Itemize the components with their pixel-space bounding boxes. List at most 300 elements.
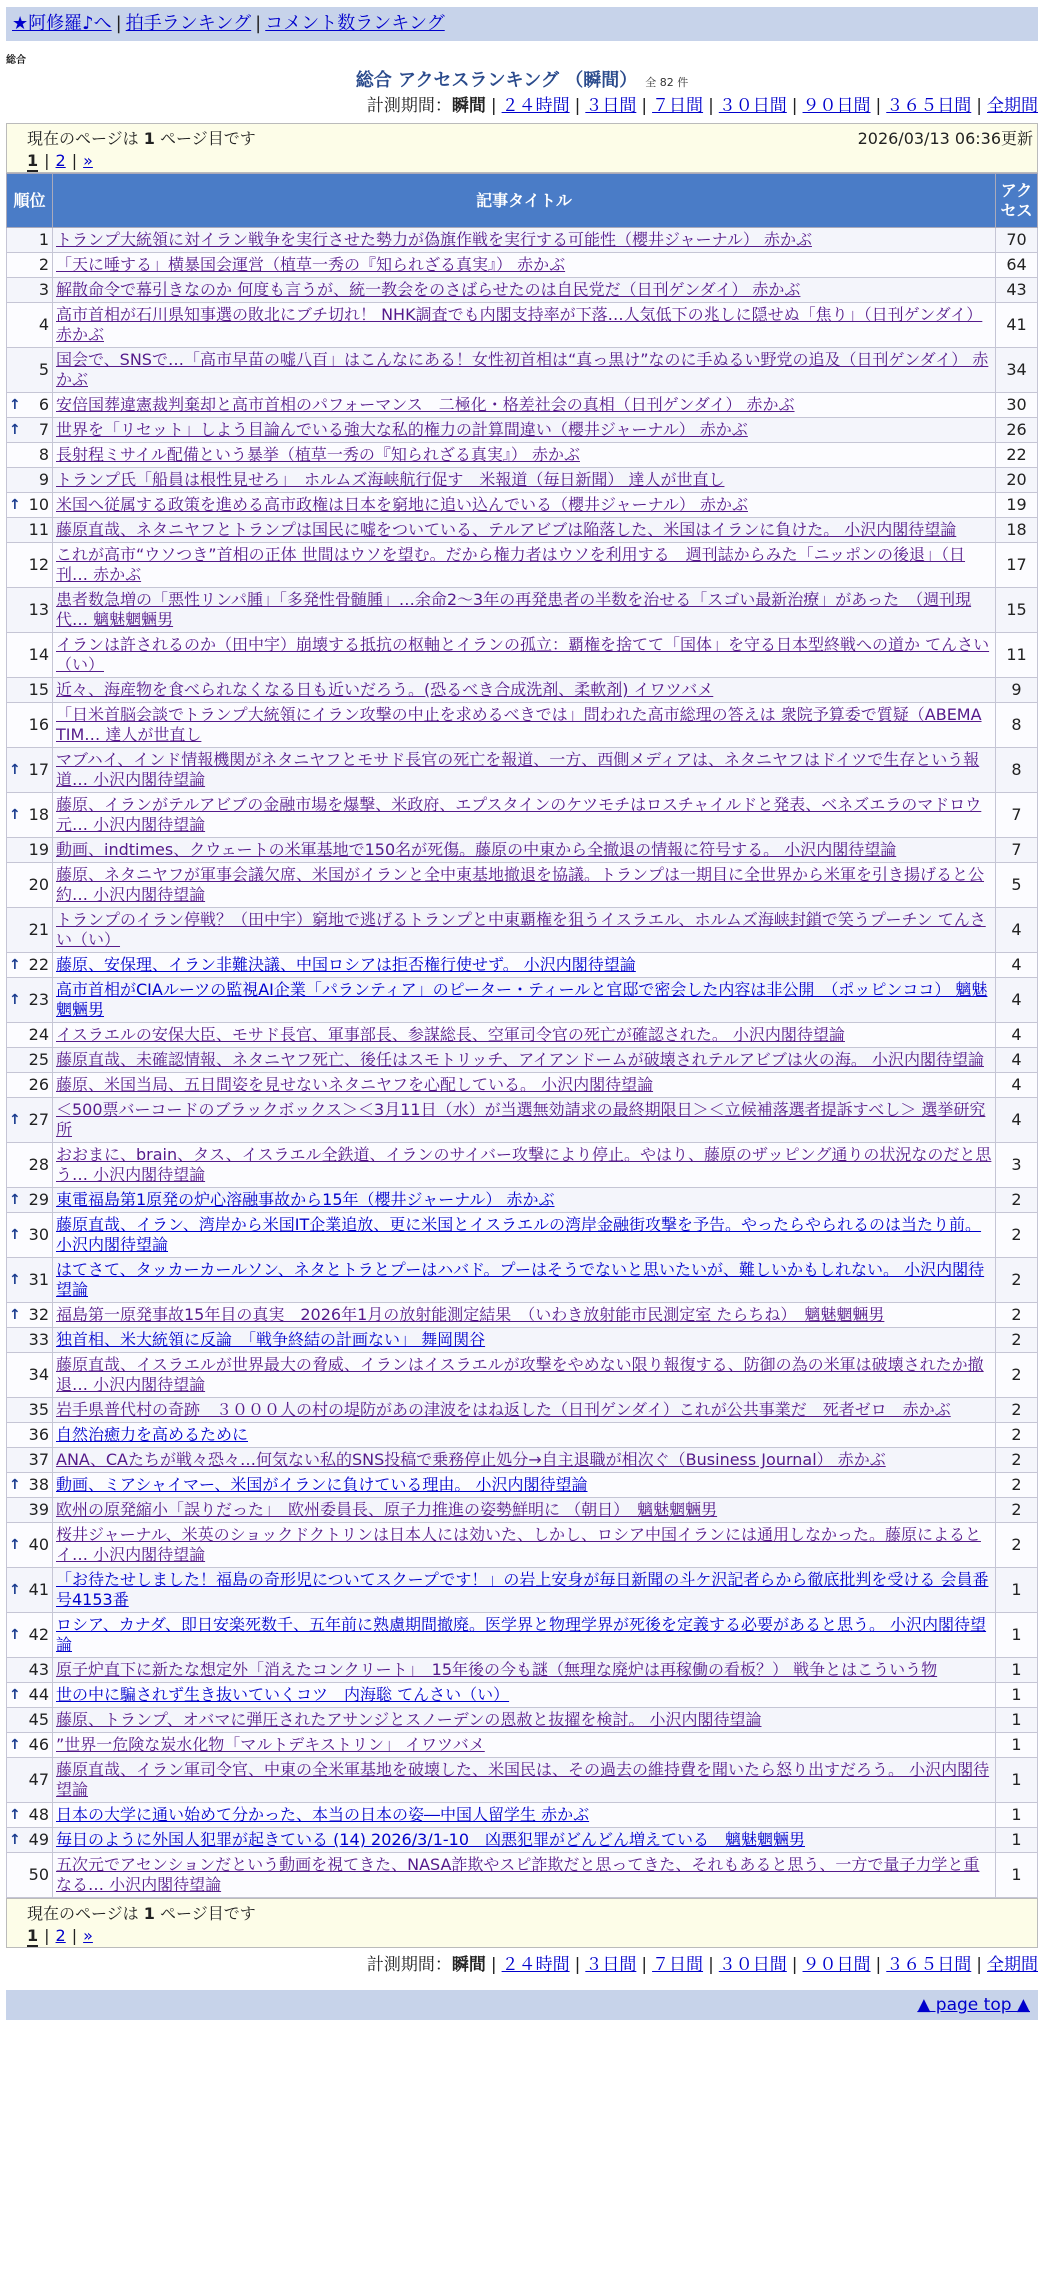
rank-up-arrow-icon: ↑ <box>9 1477 21 1493</box>
rank-cell <box>7 1398 53 1423</box>
article-title-link[interactable]: 世界を「リセット」しよう目論んでいる強大な私的権力の計算間違い（櫻井ジャーナル） 赤かぶ <box>56 420 748 439</box>
ranking-row <box>7 543 1038 588</box>
article-title-link[interactable]: 日本の大学に通い始めて分かった、本当の日本の姿―中国人留学生 赤かぶ <box>56 1805 590 1824</box>
rank-number: 31 <box>28 1270 49 1289</box>
rank-number: 27 <box>28 1110 49 1129</box>
rank-number: 1 <box>38 230 49 249</box>
rank-up-arrow-icon: ↑ <box>9 1582 21 1598</box>
pager-current-page: 1 <box>27 1926 39 1945</box>
rank-cell <box>7 393 53 418</box>
title-cell <box>53 1853 996 1898</box>
pager-next-link[interactable]: » <box>83 1926 93 1945</box>
ranking-row <box>7 1613 1038 1658</box>
pager-separator: | <box>44 1926 50 1945</box>
rank-up-arrow-icon: ↑ <box>9 1192 21 1208</box>
access-count: 22 <box>996 443 1038 468</box>
access-count: 2 <box>996 1448 1038 1473</box>
ranking-row <box>7 633 1038 678</box>
rank-cell <box>7 228 53 253</box>
ranking-row <box>7 1733 1038 1758</box>
rank-number: 35 <box>28 1400 49 1419</box>
article-title-link[interactable]: 患者数急増の「悪性リンパ腫」「多発性骨髄腫」…余命2～3年の再発患者の半数を治せる「スゴい最新治療」があった （週刊現代… 魑魅魍魎男 <box>56 590 972 629</box>
ranking-row <box>7 838 1038 863</box>
access-count: 8 <box>996 703 1038 748</box>
rank-number: 41 <box>28 1580 49 1599</box>
pager-next-link[interactable]: » <box>83 151 93 170</box>
page-title <box>6 69 1038 93</box>
title-cell <box>53 1523 996 1568</box>
title-cell <box>53 393 996 418</box>
title-cell <box>53 1398 996 1423</box>
article-title-link[interactable]: マブハイ、インド情報機関がネタニヤフとモサド長官の死亡を報道、一方、西側メディアは、ネタニヤフはドイツで生存という報道… 小沢内閣待望論 <box>56 750 980 789</box>
access-count: 3 <box>996 1143 1038 1188</box>
updated-timestamp: 2026/03/13 06:36更新 <box>857 129 1033 148</box>
pager-separator: | <box>44 151 50 170</box>
period-link[interactable]: ３日間 <box>585 96 637 116</box>
ranking-row <box>7 1448 1038 1473</box>
article-title-link[interactable]: 藤原、イランがテルアビブの金融市場を爆撃、米政府、エプスタインのケツモチはロスチャイルドと発表、ベネズエラのマドロウ元… 小沢内閣待望論 <box>56 795 982 834</box>
article-title-link[interactable]: はてさて、タッカーカールソン、ネタとトラとプーはハバド。プーはそうでないと思いたいが、難しいかもしれない。 小沢内閣待望論 <box>56 1260 985 1299</box>
access-count: 2 <box>996 1213 1038 1258</box>
rank-number: 47 <box>28 1770 49 1789</box>
rank-number: 14 <box>28 645 49 664</box>
period-link[interactable]: ３０日間 <box>718 96 787 116</box>
period-current: 瞬間 <box>451 96 486 116</box>
period-separator: | <box>976 96 982 116</box>
ranking-row <box>7 1803 1038 1828</box>
period-link[interactable]: ７日間 <box>652 96 704 116</box>
title-cell <box>53 228 996 253</box>
title-cell <box>53 493 996 518</box>
access-count: 2 <box>996 1423 1038 1448</box>
rank-cell <box>7 678 53 703</box>
article-title-link[interactable]: ロシア、カナダ、即日安楽死数千、五年前に熟慮期間撤廃。医学界と物理学界が死後を定義する必要があると思う。 小沢内閣待望論 <box>56 1615 987 1654</box>
access-count: 20 <box>996 468 1038 493</box>
period-label: 計測期間： <box>366 1955 452 1975</box>
rank-cell <box>7 1473 53 1498</box>
article-title-link[interactable]: 「日米首脳会談でトランプ大統領にイラン攻撃の中止を求めるべきでは」問われた高市総理の答えは 衆院予算委で質疑（ABEMA TIM… 達人が世直し <box>56 705 982 744</box>
rank-number: 23 <box>28 990 49 1009</box>
article-title-link[interactable]: 藤原直哉、ネタニヤフとトランプは国民に嘘をついている、テルアビブは陥落した、米国はイランに負けた。 小沢内閣待望論 <box>56 520 957 539</box>
ranking-row <box>7 278 1038 303</box>
title-cell <box>53 1658 996 1683</box>
rank-number: 46 <box>28 1735 49 1754</box>
title-cell <box>53 468 996 493</box>
top-nav <box>6 7 1038 41</box>
rank-cell <box>7 863 53 908</box>
ranking-row <box>7 1423 1038 1448</box>
access-count: 2 <box>996 1303 1038 1328</box>
ranking-title: 総合 アクセスランキング （瞬間） <box>355 70 638 91</box>
title-cell <box>53 978 996 1023</box>
rank-number: 3 <box>38 280 49 299</box>
rank-up-arrow-icon: ↑ <box>9 422 21 438</box>
title-cell <box>53 748 996 793</box>
pager-separator: | <box>71 151 78 170</box>
access-count: 2 <box>996 1498 1038 1523</box>
rank-number: 28 <box>28 1155 49 1174</box>
rank-number: 25 <box>28 1050 49 1069</box>
article-title-link[interactable]: 藤原、米国当局、五日間姿を見せないネタニヤフを心配している。 小沢内閣待望論 <box>56 1075 654 1094</box>
pager-top <box>27 150 1025 172</box>
access-count: 1 <box>996 1828 1038 1853</box>
rank-number: 30 <box>28 1225 49 1244</box>
page-status-text: 現在のページは 1 ページ目です <box>27 1904 256 1923</box>
period-separator: | <box>641 96 648 116</box>
home-link[interactable]: ★阿修羅♪へ <box>12 13 112 34</box>
article-title-link[interactable]: 国会で、SNSで…「高市早苗の嘘八百」はこんなにある！女性初首相は“真っ黒け”なのに手ぬるい野党の追及（日刊ゲンダイ） 赤かぶ <box>56 350 989 389</box>
access-count: 4 <box>996 908 1038 953</box>
ranking-row <box>7 1023 1038 1048</box>
rank-number: 39 <box>28 1500 49 1519</box>
article-title-link[interactable]: ”世界一危険な炭水化物「マルトデキストリン」 イワツバメ <box>56 1735 485 1754</box>
ranking-row <box>7 908 1038 953</box>
ranking-row <box>7 303 1038 348</box>
access-count: 4 <box>996 978 1038 1023</box>
period-separator: | <box>875 96 882 116</box>
access-count: 7 <box>996 793 1038 838</box>
rank-cell <box>7 633 53 678</box>
rank-cell <box>7 518 53 543</box>
nav-separator: | <box>115 13 122 34</box>
period-link[interactable]: ３６５日間 <box>886 1955 972 1975</box>
article-title-link[interactable]: 「お待たせしました！福島の奇形児についてスクープです！」の岩上安身が毎日新聞の斗ケ沢記者らから徹底批判を受ける 会員番号4153番 <box>56 1570 989 1609</box>
title-cell <box>53 1498 996 1523</box>
rank-cell <box>7 543 53 588</box>
access-count: 41 <box>996 303 1038 348</box>
rank-cell <box>7 468 53 493</box>
article-title-link[interactable]: 藤原直哉、イラン、湾岸から米国IT企業追放、更に米国とイスラエルの湾岸金融街攻撃を予告。やったらやられるのは当たり前。 小沢内閣待望論 <box>56 1215 982 1254</box>
rank-cell <box>7 1683 53 1708</box>
title-cell <box>53 908 996 953</box>
rank-number: 42 <box>28 1625 49 1644</box>
article-title-link[interactable]: トランプ大統領に対イラン戦争を実行させた勢力が偽旗作戦を実行する可能性（櫻井ジャーナル） 赤かぶ <box>56 230 812 249</box>
period-separator: | <box>708 96 714 116</box>
ranking-row <box>7 1353 1038 1398</box>
period-separator: | <box>875 1955 882 1975</box>
rank-up-arrow-icon: ↑ <box>9 1537 21 1553</box>
ranking-row <box>7 1073 1038 1098</box>
title-cell <box>53 1733 996 1758</box>
total-count: 全 82 件 <box>645 76 689 89</box>
article-title-link[interactable]: ANA、CAたちが戦々恐々…何気ない私的SNS投稿で乗務停止処分→自主退職が相次ぐ（Business Journal） 赤かぶ <box>56 1450 886 1469</box>
title-cell <box>53 1803 996 1828</box>
ranking-row <box>7 1303 1038 1328</box>
title-cell <box>53 278 996 303</box>
pager-page-link[interactable]: 2 <box>55 151 66 170</box>
page-status-bottom <box>6 1898 1038 1948</box>
rank-cell <box>7 1328 53 1353</box>
access-count: 11 <box>996 633 1038 678</box>
clap-ranking-link[interactable]: 拍手ランキング <box>125 13 252 34</box>
rank-number: 36 <box>28 1425 49 1444</box>
ranking-row <box>7 588 1038 633</box>
rank-up-arrow-icon: ↑ <box>9 807 21 823</box>
article-title-link[interactable]: おおまに、brain、タス、イスラエル全鉄道、イランのサイバー攻撃により停止。やはり、藤原のザッピング通りの状況なのだと思う… 小沢内閣待望論 <box>56 1145 992 1184</box>
access-count: 4 <box>996 1073 1038 1098</box>
access-count: 4 <box>996 1048 1038 1073</box>
pager-bottom <box>27 1925 1025 1947</box>
title-cell <box>53 1258 996 1303</box>
article-title-link[interactable]: 原子炉直下に新たな想定外「消えたコンクリート」 15年後の今も謎（無理な廃炉は再稼働の看板？） 戦争とはこういう物 <box>56 1660 938 1679</box>
period-separator: | <box>976 1955 982 1975</box>
article-title-link[interactable]: 藤原直哉、未確認情報、ネタニヤフ死亡、後任はスモトリッチ、アイアンドームが破壊されテルアビブは火の海。 小沢内閣待望論 <box>56 1050 984 1069</box>
rank-cell <box>7 1708 53 1733</box>
period-link[interactable]: ３日間 <box>585 1955 637 1975</box>
rank-cell <box>7 1613 53 1658</box>
title-cell <box>53 1683 996 1708</box>
rank-number: 6 <box>38 395 49 414</box>
ranking-row <box>7 1048 1038 1073</box>
page-status-top <box>6 123 1038 173</box>
rank-cell <box>7 1353 53 1398</box>
page-top-link[interactable]: ▲ page top ▲ <box>917 1995 1030 2015</box>
article-title-link[interactable]: イスラエルの安保大臣、モサド長官、軍事部長、参謀総長、空軍司令官の死亡が確認された。 小沢内閣待望論 <box>56 1025 845 1044</box>
rank-number: 21 <box>28 920 49 939</box>
article-title-link[interactable]: 毎日のように外国人犯罪が起きている (14) 2026/3/1-10 凶悪犯罪がどんどん増えている 魑魅魍魎男 <box>56 1830 806 1849</box>
ranking-row <box>7 863 1038 908</box>
rank-number: 37 <box>28 1450 49 1469</box>
article-title-link[interactable]: 解散命令で幕引きなのか 何度も言うが、統一教会をのさばらせたのは自民党だ（日刊ゲンダイ） 赤かぶ <box>56 280 801 299</box>
rank-cell <box>7 1073 53 1098</box>
rank-cell <box>7 1303 53 1328</box>
title-cell <box>53 418 996 443</box>
access-count: 43 <box>996 278 1038 303</box>
access-count: 1 <box>996 1683 1038 1708</box>
article-title-link[interactable]: これが高市“ウソつき”首相の正体 世間はウソを望む。だから権力者はウソを利用する 週刊誌からみた「ニッポンの後退」（日刊… 赤かぶ <box>56 545 966 584</box>
article-title-link[interactable]: 安倍国葬違憲裁判棄却と高市首相のパフォーマンス 二極化・格差社会の真相（日刊ゲンダイ） 赤かぶ <box>56 395 795 414</box>
period-link[interactable]: ２４時間 <box>501 96 570 116</box>
rank-number: 2 <box>38 255 49 274</box>
nav-separator: | <box>255 13 262 34</box>
article-title-link[interactable]: 五次元でアセンションだという動画を視てきた、NASA詐欺やスピ詐欺だと思ってきた、それもあると思う、一方で量子力学と重なる… 小沢内閣待望論 <box>56 1855 980 1894</box>
comment-ranking-link[interactable]: コメント数ランキング <box>265 13 445 34</box>
rank-cell <box>7 1423 53 1448</box>
rank-number: 15 <box>28 680 49 699</box>
title-cell <box>53 1613 996 1658</box>
article-title-link[interactable]: 独首相、米大統領に反論 「戦争終結の計画ない」 舞岡関谷 <box>56 1330 486 1349</box>
title-cell <box>53 1023 996 1048</box>
rank-up-arrow-icon: ↑ <box>9 1807 21 1823</box>
rank-cell <box>7 1098 53 1143</box>
article-title-link[interactable]: 高市首相が石川県知事選の敗北にブチ切れ！ NHK調査でも内閣支持率が下落…人気低下の兆しに隠せぬ「焦り」（日刊ゲンダイ） 赤かぶ <box>56 305 983 344</box>
rank-up-arrow-icon: ↑ <box>9 1272 21 1288</box>
period-current: 瞬間 <box>451 1955 486 1975</box>
rank-up-arrow-icon: ↑ <box>9 992 21 1008</box>
period-link[interactable]: ２４時間 <box>501 1955 570 1975</box>
ranking-row <box>7 1098 1038 1143</box>
rank-cell <box>7 1258 53 1303</box>
ranking-row <box>7 1473 1038 1498</box>
title-cell <box>53 348 996 393</box>
period-separator: | <box>490 96 497 116</box>
article-title-link[interactable]: 藤原、安保理、イラン非難決議、中国ロシアは拒否権行使せず。 小沢内閣待望論 <box>56 955 636 974</box>
rank-cell <box>7 1853 53 1898</box>
rank-cell <box>7 588 53 633</box>
period-link[interactable]: 全期間 <box>987 1955 1038 1975</box>
article-title-link[interactable]: 動画、ミアシャイマー、米国がイランに負けている理由。 小沢内閣待望論 <box>56 1475 588 1494</box>
article-title-link[interactable]: 欧州の原発縮小「誤りだった」 欧州委員長、原子力推進の姿勢鮮明に （朝日） 魑魅魍魎男 <box>56 1500 718 1519</box>
article-title-link[interactable]: 藤原直哉、イラン軍司令官、中東の全米軍基地を破壊した、米国民は、その過去の維持費を聞いたら怒り出すだろう。 小沢内閣待望論 <box>56 1760 990 1799</box>
period-link[interactable]: ３０日間 <box>718 1955 787 1975</box>
ranking-row <box>7 1258 1038 1303</box>
period-separator: | <box>791 1955 798 1975</box>
period-link[interactable]: ９０日間 <box>802 96 871 116</box>
page-status-text: 現在のページは 1 ページ目です <box>27 129 256 148</box>
rank-up-arrow-icon: ↑ <box>9 397 21 413</box>
ranking-row <box>7 1683 1038 1708</box>
rank-number: 17 <box>28 760 49 779</box>
period-separator: | <box>708 1955 714 1975</box>
rank-cell <box>7 1803 53 1828</box>
rank-up-arrow-icon: ↑ <box>9 762 21 778</box>
article-title-link[interactable]: 長射程ミサイル配備という暴挙（植草一秀の『知られざる真実』） 赤かぶ <box>56 445 580 464</box>
title-cell <box>53 863 996 908</box>
rank-cell <box>7 1213 53 1258</box>
article-title-link[interactable]: 桜井ジャーナル、米英のショックドクトリンは日本人には効いた、しかし、ロシア中国イランには通用しなかった。藤原によるとイ… 小沢内閣待望論 <box>56 1525 981 1564</box>
access-count: 70 <box>996 228 1038 253</box>
rank-number: 45 <box>28 1710 49 1729</box>
rank-number: 34 <box>28 1365 49 1384</box>
article-title-link[interactable]: 高市首相がCIAルーツの監視AI企業「パランティア」のピーター・ティールと官邸で密会した内容は非公開 （ポッピンココ） 魑魅魍魎男 <box>56 980 988 1019</box>
article-title-link[interactable]: トランプのイラン停戦？（田中宇）窮地で逃げるトランプと中東覇権を狙うイスラエル、ホルムズ海峡封鎖で笑うプーチン てんさい（い） <box>56 910 986 949</box>
title-cell <box>53 678 996 703</box>
article-title-link[interactable]: 動画、indtimes、クウェートの米軍基地で150名が死傷。藤原の中東から全撤退の情報に符号する。 小沢内閣待望論 <box>56 840 897 859</box>
access-count: 7 <box>996 838 1038 863</box>
article-title-link[interactable]: 米国へ従属する政策を進める高市政権は日本を窮地に追い込んでいる（櫻井ジャーナル） 赤かぶ <box>56 495 748 514</box>
article-title-link[interactable]: 「天に唾する」横暴国会運営（植草一秀の『知られざる真実』） 赤かぶ <box>56 255 566 274</box>
ranking-row <box>7 493 1038 518</box>
rank-up-arrow-icon: ↑ <box>9 1832 21 1848</box>
article-title-link[interactable]: ＜500票バーコードのブラックボックス＞＜3月11日（水）が当選無効請求の最終期限日＞＜立候補落選者提訴すべし＞ 選挙研究所 <box>56 1100 986 1139</box>
title-cell <box>53 588 996 633</box>
article-title-link[interactable]: 藤原、ネタニヤフが軍事会議欠席、米国がイランと全中東基地撤退を協議。トランプは一期目に全世界から米軍を引き揚げると公約… 小沢内閣待望論 <box>56 865 985 904</box>
rank-cell <box>7 1498 53 1523</box>
rank-up-arrow-icon: ↑ <box>9 1112 21 1128</box>
rank-cell <box>7 1523 53 1568</box>
ranking-row <box>7 348 1038 393</box>
rank-cell <box>7 443 53 468</box>
article-title-link[interactable]: イランは許されるのか（田中宇）崩壊する抵抗の枢軸とイランの孤立：覇権を捨てて「国体」を守る日本型終戦への道か てんさい（い） <box>56 635 990 674</box>
period-link[interactable]: ３６５日間 <box>886 96 972 116</box>
ranking-row <box>7 1398 1038 1423</box>
ranking-row <box>7 518 1038 543</box>
rank-cell <box>7 493 53 518</box>
article-title-link[interactable]: 自然治癒力を高めるために <box>56 1425 249 1444</box>
article-title-link[interactable]: 世の中に騙されず生き抜いていくコツ 内海聡 てんさい（い） <box>56 1685 510 1704</box>
article-title-link[interactable]: 藤原直哉、イスラエルが世界最大の脅威、イランはイスラエルが攻撃をやめない限り報復する、防御の為の米軍は破壊されたか撤退… 小沢内閣待望論 <box>56 1355 984 1394</box>
access-count: 1 <box>996 1853 1038 1898</box>
title-cell <box>53 1758 996 1803</box>
access-count: 15 <box>996 588 1038 633</box>
period-selector-bottom <box>6 1952 1038 1978</box>
article-title-link[interactable]: 福島第一原発事故15年目の真実 2026年1月の放射能測定結果 （いわき放射能市民測定室 たらちね） 魑魅魍魎男 <box>56 1305 885 1324</box>
rank-cell <box>7 953 53 978</box>
title-cell <box>53 838 996 863</box>
access-count: 1 <box>996 1613 1038 1658</box>
rank-cell <box>7 978 53 1023</box>
rank-up-arrow-icon: ↑ <box>9 1737 21 1753</box>
rank-number: 26 <box>28 1075 49 1094</box>
period-link[interactable]: ７日間 <box>652 1955 704 1975</box>
ranking-row <box>7 1188 1038 1213</box>
article-title-link[interactable]: 近々、海産物を食べられなくなる日も近いだろう。(恐るべき合成洗剤、柔軟剤) イワツバメ <box>56 680 714 699</box>
ranking-row <box>7 953 1038 978</box>
ranking-row <box>7 468 1038 493</box>
rank-number: 22 <box>28 955 49 974</box>
access-count: 5 <box>996 863 1038 908</box>
ranking-row <box>7 443 1038 468</box>
ranking-row <box>7 1828 1038 1853</box>
period-separator: | <box>641 1955 648 1975</box>
rank-number: 40 <box>28 1535 49 1554</box>
pager-page-link[interactable]: 2 <box>55 1926 66 1945</box>
article-title-link[interactable]: 岩手県普代村の奇跡 ３０００人の村の堤防があの津波をはね返した（日刊ゲンダイ）これが公共事業だ 死者ゼロ 赤かぶ <box>56 1400 951 1419</box>
rank-cell <box>7 1758 53 1803</box>
rank-cell <box>7 1828 53 1853</box>
period-link[interactable]: ９０日間 <box>802 1955 871 1975</box>
title-cell <box>53 1073 996 1098</box>
access-count: 34 <box>996 348 1038 393</box>
title-cell <box>53 1353 996 1398</box>
rank-up-arrow-icon: ↑ <box>9 1307 21 1323</box>
rank-number: 29 <box>28 1190 49 1209</box>
ranking-row <box>7 1143 1038 1188</box>
rank-number: 16 <box>28 715 49 734</box>
period-separator: | <box>791 96 798 116</box>
access-count: 1 <box>996 1733 1038 1758</box>
article-title-link[interactable]: 藤原、トランプ、オバマに弾圧されたアサンジとスノーデンの恩赦と抜擢を検討。 小沢内閣待望論 <box>56 1710 762 1729</box>
title-cell <box>53 1143 996 1188</box>
ranking-row <box>7 748 1038 793</box>
title-cell <box>53 1303 996 1328</box>
rank-number: 32 <box>28 1305 49 1324</box>
rank-cell <box>7 1048 53 1073</box>
pager-separator: | <box>71 1926 78 1945</box>
access-count: 4 <box>996 953 1038 978</box>
rank-cell <box>7 1658 53 1683</box>
article-title-link[interactable]: 東電福島第1原発の炉心溶融事故から15年（櫻井ジャーナル） 赤かぶ <box>56 1190 555 1209</box>
title-cell <box>53 953 996 978</box>
rank-up-arrow-icon: ↑ <box>9 957 21 973</box>
title-cell <box>53 1188 996 1213</box>
access-count: 17 <box>996 543 1038 588</box>
access-count: 2 <box>996 1523 1038 1568</box>
access-count: 1 <box>996 1803 1038 1828</box>
period-link[interactable]: 全期間 <box>987 96 1038 116</box>
rank-cell <box>7 348 53 393</box>
ranking-row <box>7 793 1038 838</box>
title-cell <box>53 1048 996 1073</box>
ranking-row <box>7 253 1038 278</box>
ranking-row <box>7 393 1038 418</box>
access-count: 2 <box>996 1398 1038 1423</box>
ranking-row <box>7 418 1038 443</box>
ranking-row <box>7 1853 1038 1898</box>
ranking-row <box>7 1708 1038 1733</box>
access-count: 2 <box>996 1353 1038 1398</box>
rank-up-arrow-icon: ↑ <box>9 1227 21 1243</box>
rank-number: 5 <box>38 360 49 379</box>
title-cell <box>53 1473 996 1498</box>
title-cell <box>53 253 996 278</box>
period-separator: | <box>574 1955 581 1975</box>
access-count: 19 <box>996 493 1038 518</box>
rank-cell <box>7 253 53 278</box>
article-title-link[interactable]: トランプ氏「船員は根性見せろ」 ホルムズ海峡航行促す 米報道（毎日新聞） 達人が世直し <box>56 470 725 489</box>
title-cell <box>53 443 996 468</box>
category-label: 総合 <box>6 55 26 66</box>
